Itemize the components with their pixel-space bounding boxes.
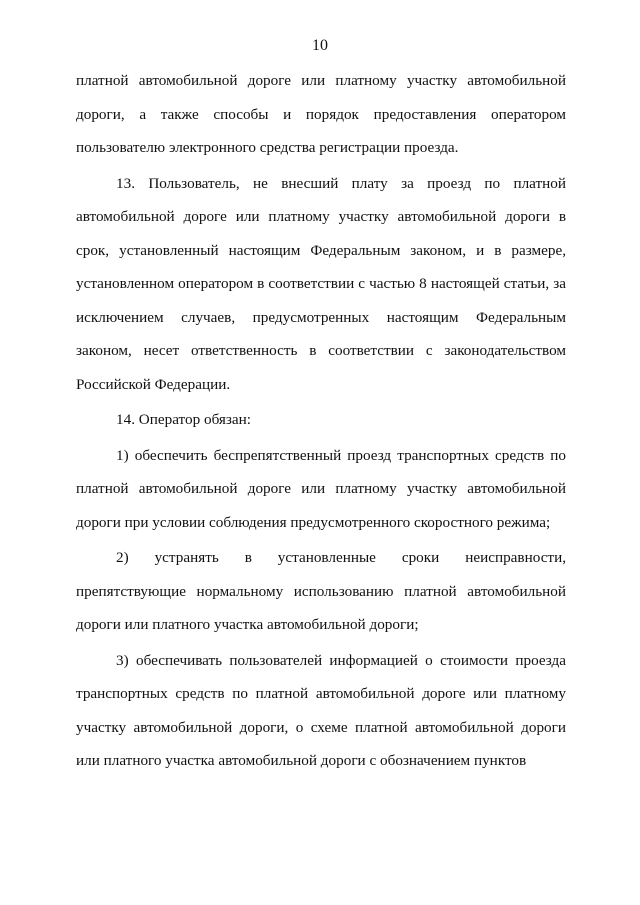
list-item-1: 1) обеспечить беспрепятственный проезд транспортных средств по платной автомобильной дороге или платному участку автомобильной дороги при условии соблюдения предусмотренного скоростного режима;	[76, 446, 566, 531]
page-number: 10	[312, 37, 328, 54]
paragraph-14: 14. Оператор обязан:	[116, 411, 251, 428]
document-body	[76, 64, 566, 778]
paragraph-continuation: платной автомобильной дороге или платному участку автомобильной дороги, а также способы и порядок предоставления оператором пользователю электронного средства регистрации проезда.	[76, 72, 566, 156]
list-item-2: 2) устранять в установленные сроки неисправности, препятствующие нормальному использованию платной автомобильной дороги или платного участка автомобильной дороги;	[76, 549, 566, 633]
paragraph-13: 13. Пользователь, не внесший плату за проезд по платной автомобильной дороге или платному участку автомобильной дороги в срок, установленный настоящим Федеральным законом, и в размере, установленном оператором в соответствии с частью 8 настоящей статьи, за исключением случаев, предусмотренных настоящим Федеральным законом, несет ответственность в соответствии с законодательством Российской Федерации.	[76, 174, 566, 393]
list-item-3: 3) обеспечивать пользователей информацией о стоимости проезда транспортных средств по платной автомобильной дороге или платному участку автомобильной дороги, о схеме платной автомобильной дороги или платного участка автомобильной дороги с обозначением пунктов	[76, 651, 566, 769]
